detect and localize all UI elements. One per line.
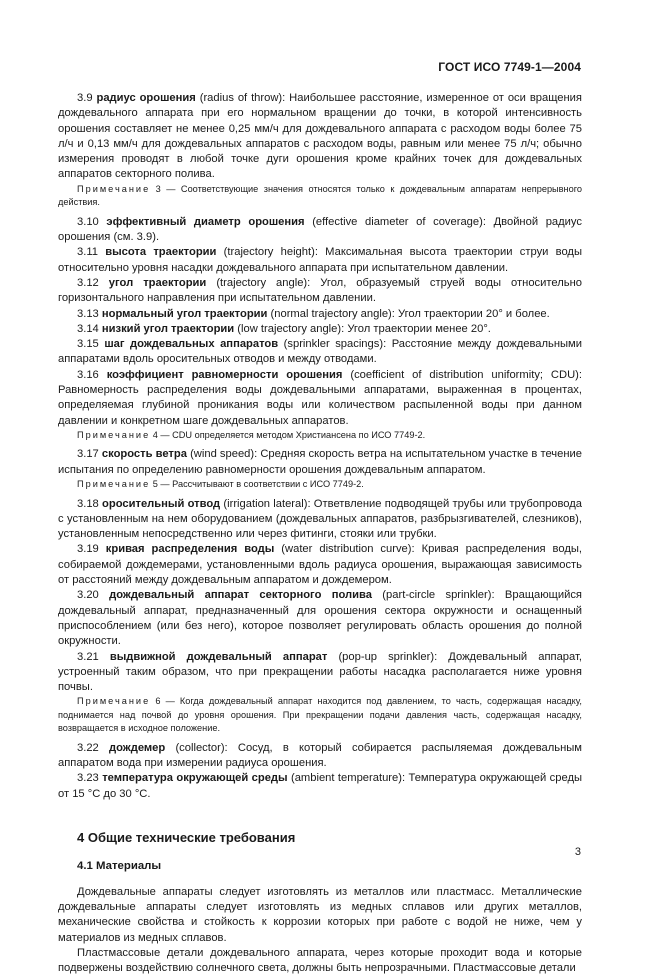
note-6: Примечание 6 — Когда дождевальный аппарат находится под давлением, то часть, содержащая насадку, поднимается над почвой до уровня орошения. При прекращении подачи давления часть, содержащая насадку, возвращается в исходное положение. [58,696,582,734]
section-4-heading: 4 Общие технические требования [77,830,296,846]
term-3-17: 3.17 скорость ветра (wind speed): Средняя скорость ветра на испытательном участке в течение испытания по определению равномерности орошения дождевальным аппаратом. [58,448,582,476]
term-3-23: 3.23 температура окружающей среды (ambient temperature): Температура окружающей среды от 15 °C до 30 °C. [58,772,583,800]
term-3-21: 3.21 выдвижной дождевальный аппарат (pop-up sprinkler): Дождевальный аппарат, устроенный таким образом, что при прекращении работы насадка располагается ниже уровня почвы. [58,650,582,694]
materials-paragraph-2: Пластмассовые детали дождевального аппарата, через которые проходит вода и которые подвержены воздействию солнечного света, должны быть непрозрачными. Пластмассовые детали [58,946,582,975]
document-header: ГОСТ ИСО 7749-1—2004 [438,60,581,74]
note-4: Примечание 4 — CDU определяется методом Христиансена по ИСО 7749-2. [77,429,426,440]
term-3-14: 3.14 низкий угол траектории (low trajectory angle): Угол траектории менее 20°. [77,322,491,335]
term-3-20: 3.20 дождевальный аппарат секторного полива (part-circle sprinkler): Вращающийся дождевальный аппарат, предназначенный для орошения сектора окружности и оснащенный приспособлением (или без него), которое позволяет регулировать область орошения до полной окружности. [58,589,582,648]
term-3-11: 3.11 высота траектории (trajectory height): Максимальная высота траектории струи воды относительно уровня насадки дождевального аппарата при испытательном давлении. [58,246,582,274]
note-5: Примечание 5 — Рассчитывают в соответствии с ИСО 7749-2. [77,479,364,490]
term-3-19: 3.19 кривая распределения воды (water distribution curve): Кривая распределения воды, собираемой дождемерами, установленными вдоль радиуса орошения, выражающая зависимость от расстояний между дождевальным аппаратом и дождемером. [58,543,582,587]
term-3-9: 3.9 радиус орошения (radius of throw): Наибольшее расстояние, измеренное от оси вращения дождевального аппарата при его нормальном вращении до точки, в которой интенсивность орошения составляет не менее 0,25 мм/ч для дождевального аппарата с расходом воды более 75 л/ч и 0,13 мм/ч для дождевальных аппаратов с расходом воды, равным или менее 75 л/ч; обычно измерения проводят в любой точке дуги орошения кроме крайних точек для дождевальных аппаратов секторного полива. [58,92,582,181]
page-number: 3 [574,846,581,858]
term-3-13: 3.13 нормальный угол траектории (normal trajectory angle): Угол траектории 20° и более. [77,307,550,320]
term-3-15: 3.15 шаг дождевальных аппаратов (sprinkler spacings): Расстояние между дождевальными аппаратами вдоль оросительных отводов и между отводами. [58,338,582,366]
term-3-16: 3.16 коэффициент равномерности орошения (coefficient of distribution uniformity; CDU): Равномерность распределения воды дождевальными аппаратами, выраженная в процентах, определяемая глубиной проникания воды или количеством распыленной воды при данном давлении и конкретном шаге дождевальных аппаратов. [58,368,582,427]
term-3-12: 3.12 угол траектории (trajectory angle): Угол, образуемый струей воды относительно горизонтального направления при испытательном давлении. [58,276,583,305]
term-3-10: 3.10 эффективный диаметр орошения (effective diameter of coverage): Двойной радиус орошения (см. 3.9). [58,215,582,244]
term-3-22: 3.22 дождемер (collector): Сосуд, в который собирается распыляемая дождевальным аппаратом вода при измерении радиуса орошения. [58,741,582,770]
term-3-18: 3.18 оросительный отвод (irrigation lateral): Ответвление подводящей трубы или трубопровода с установленным на нем оборудованием (дождевальных аппаратов, разбрызгивателей, слезников), установленным непосредственно или через фитинги, стояки или трубки. [58,497,582,541]
section-4-1-heading: 4.1 Материалы [77,860,162,873]
document-body [58,91,582,976]
materials-paragraph-1: Дождевальные аппараты следует изготовлять из металлов или пластмасс. Металлические дождевальные аппараты следует изготовлять из медных сплавов или других металлов, механические свойства и стойкость к коррозии которых при работе с водой не ниже, чем у материалов из медных сплавов. [58,885,582,944]
note-3: Примечание 3 — Соответствующие значения относятся только к дождевальным аппаратам непрерывного действия. [58,183,582,208]
